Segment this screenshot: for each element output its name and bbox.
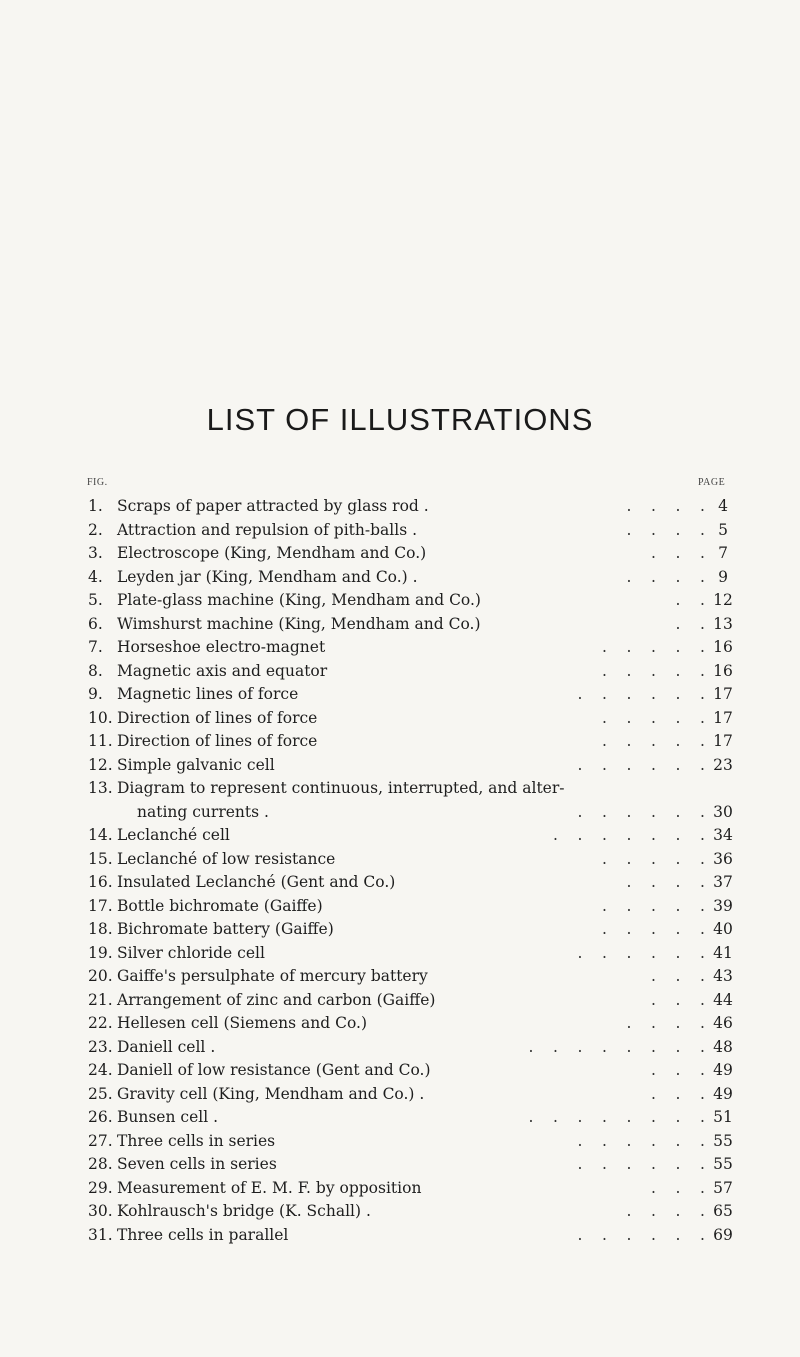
list-item: 2. Attraction and repulsion of pith-balls . . . . . 5 <box>0 519 800 543</box>
list-item: 4. Leyden jar (King, Mendham and Co.) . . . . . 9 <box>0 566 800 590</box>
figure-number: 17. <box>88 896 113 915</box>
figure-number: 29. <box>88 1178 113 1197</box>
list-item: 8. Magnetic axis and equator . . . . . 16 <box>0 660 800 684</box>
list-item: 20. Gaiffe's persulphate of mercury battery . . . 43 <box>0 965 800 989</box>
figure-number: 8. <box>88 661 103 680</box>
list-item: 7. Horseshoe electro-magnet . . . . . 16 <box>0 636 800 660</box>
list-item: 5. Plate-glass machine (King, Mendham and Co.) . . 12 <box>0 589 800 613</box>
figure-number: 4. <box>88 567 103 586</box>
figure-number: 21. <box>88 990 113 1009</box>
figure-caption: Hellesen cell (Siemens and Co.) <box>117 1014 368 1032</box>
page-number: 9 <box>718 567 728 586</box>
figure-caption: Gaiffe's persulphate of mercury battery <box>117 967 428 985</box>
figure-number: 27. <box>88 1131 113 1150</box>
page-number: 17 <box>713 685 733 703</box>
figure-number: 13. <box>88 779 113 797</box>
page-number: 34 <box>713 826 733 844</box>
page-number: 41 <box>713 943 733 962</box>
figure-number: 24. <box>88 1061 113 1079</box>
figure-number: 15. <box>88 849 113 868</box>
figure-caption: Bottle bichromate (Gaiffe) <box>117 896 323 915</box>
figure-caption: Gravity cell (King, Mendham and Co.) . <box>117 1084 425 1103</box>
figure-caption: Three cells in parallel <box>117 1225 289 1244</box>
figure-caption: Leclanché cell <box>117 826 230 844</box>
figure-number: 30. <box>88 1202 113 1220</box>
page-title: LIST OF ILLUSTRATIONS <box>206 402 594 437</box>
list-item: 26. Bunsen cell . . . . . . . . . 51 <box>0 1106 800 1130</box>
figure-caption: Arrangement of zinc and carbon (Gaiffe) <box>117 990 436 1009</box>
list-item: 12. Simple galvanic cell . . . . . . 23 <box>0 754 800 778</box>
list-item: 11. Direction of lines of force . . . . . 17 <box>0 730 800 754</box>
figure-caption: Insulated Leclanché (Gent and Co.) <box>117 873 396 891</box>
figure-caption: Leyden jar (King, Mendham and Co.) . <box>117 567 418 586</box>
figure-caption: Magnetic lines of force <box>117 685 299 703</box>
figure-caption: Direction of lines of force <box>117 708 318 727</box>
list-item: 17. Bottle bichromate (Gaiffe) . . . . . 39 <box>0 895 800 919</box>
list-item: 31. Three cells in parallel . . . . . . 69 <box>0 1224 800 1248</box>
page-number: 57 <box>713 1178 733 1197</box>
list-item: 24. Daniell of low resistance (Gent and Co.) . . . 49 <box>0 1059 800 1083</box>
page-number: 16 <box>713 638 733 656</box>
list-item: 22. Hellesen cell (Siemens and Co.) . . . . 46 <box>0 1012 800 1036</box>
figure-caption: Plate-glass machine (King, Mendham and Co.) <box>117 591 481 609</box>
list-item: nating currents . . . . . . . 30 <box>0 801 800 825</box>
figure-number: 3. <box>88 544 103 562</box>
figure-caption: Kohlrausch's bridge (K. Schall) . <box>117 1202 371 1220</box>
figure-caption: Bichromate battery (Gaiffe) <box>117 920 334 938</box>
page-number: 5 <box>718 520 728 539</box>
page-number: 13 <box>713 614 733 633</box>
page-number: 43 <box>713 967 733 985</box>
figure-number: 19. <box>88 943 113 962</box>
page-number: 17 <box>713 732 733 750</box>
page-number: 12 <box>713 591 733 609</box>
figure-number: 25. <box>88 1084 113 1103</box>
figure-caption: Scraps of paper attracted by glass rod . <box>117 497 429 515</box>
figure-number: 1. <box>88 497 103 515</box>
page-number: 65 <box>713 1202 733 1220</box>
list-item: 21. Arrangement of zinc and carbon (Gaiffe) . . . 44 <box>0 989 800 1013</box>
figure-number: 16. <box>88 873 113 891</box>
list-item: 9. Magnetic lines of force . . . . . . 17 <box>0 683 800 707</box>
figure-caption: Three cells in series <box>117 1131 276 1150</box>
figure-number: 22. <box>88 1014 113 1032</box>
page-number: 7 <box>718 544 728 562</box>
figure-number: 9. <box>88 685 103 703</box>
figure-number: 28. <box>88 1155 113 1173</box>
page-number: 46 <box>713 1014 733 1032</box>
figure-caption: Bunsen cell . <box>117 1108 219 1126</box>
page-number: 55 <box>713 1131 733 1150</box>
page-number: 37 <box>713 873 733 891</box>
figure-caption: Electroscope (King, Mendham and Co.) <box>117 544 427 562</box>
figure-caption: Horseshoe electro-magnet <box>117 638 326 656</box>
figure-number: 20. <box>88 967 113 985</box>
list-item: 25. Gravity cell (King, Mendham and Co.) . . . . 49 <box>0 1083 800 1107</box>
list-item <box>0 777 800 801</box>
page-number: 4 <box>718 497 728 515</box>
list-item: 6. Wimshurst machine (King, Mendham and Co.) . . 13 <box>0 613 800 637</box>
figure-caption: Daniell of low resistance (Gent and Co.) <box>117 1061 431 1079</box>
figure-caption: Attraction and repulsion of pith-balls . <box>117 520 418 539</box>
list-item: 1. Scraps of paper attracted by glass rod . . . . . 4 <box>0 495 800 519</box>
page-number: 49 <box>713 1061 733 1079</box>
list-item: 23. Daniell cell . . . . . . . . . 48 <box>0 1036 800 1060</box>
page-number: 44 <box>713 990 733 1009</box>
list-item: 30. Kohlrausch's bridge (K. Schall) . . . . . 65 <box>0 1200 800 1224</box>
page-number: 36 <box>713 849 733 868</box>
figure-number: 6. <box>88 614 103 633</box>
figure-caption: Silver chloride cell <box>117 943 265 962</box>
page-number: 48 <box>713 1037 733 1056</box>
figure-caption: Magnetic axis and equator <box>117 661 328 680</box>
figure-caption: Diagram to represent continuous, interrupted, and alter- <box>117 779 565 797</box>
page-column-header: PAGE <box>698 477 726 488</box>
figure-number: 5. <box>88 591 103 609</box>
page-number: 23 <box>713 755 733 774</box>
figure-caption: Direction of lines of force <box>117 732 318 750</box>
list-item: 3. Electroscope (King, Mendham and Co.) . . . 7 <box>0 542 800 566</box>
page-number: 55 <box>713 1155 733 1173</box>
figure-number: 23. <box>88 1037 113 1056</box>
page-number: 40 <box>713 920 733 938</box>
figure-number: 10. <box>88 708 113 727</box>
list-item: 10. Direction of lines of force . . . . . 17 <box>0 707 800 731</box>
page-number: 30 <box>713 802 733 821</box>
figure-number: 14. <box>88 826 113 844</box>
figure-caption: Simple galvanic cell <box>117 755 275 774</box>
figure-caption: Wimshurst machine (King, Mendham and Co.) <box>117 614 481 633</box>
list-item: 15. Leclanché of low resistance . . . . . 36 <box>0 848 800 872</box>
figure-caption: Measurement of E. M. F. by opposition <box>117 1178 422 1197</box>
figure-caption: nating currents . <box>137 802 269 821</box>
figure-number: 26. <box>88 1108 113 1126</box>
list-item: 29. Measurement of E. M. F. by opposition . . . 57 <box>0 1177 800 1201</box>
list-item: 28. Seven cells in series . . . . . . 55 <box>0 1153 800 1177</box>
page-number: 16 <box>713 661 733 680</box>
illustrations-list <box>0 495 800 1247</box>
fig-column-header: FIG. <box>87 477 108 488</box>
figure-number: 11. <box>88 732 113 750</box>
figure-caption: Daniell cell . <box>117 1037 216 1056</box>
page-number: 51 <box>713 1108 733 1126</box>
page-number: 69 <box>713 1225 733 1244</box>
page-number: 39 <box>713 896 733 915</box>
figure-number: 18. <box>88 920 113 938</box>
figure-caption: Leclanché of low resistance <box>117 849 336 868</box>
figure-number: 2. <box>88 520 103 539</box>
figure-caption: Seven cells in series <box>117 1155 277 1173</box>
list-item: 18. Bichromate battery (Gaiffe) . . . . . 40 <box>0 918 800 942</box>
list-item: 27. Three cells in series . . . . . . 55 <box>0 1130 800 1154</box>
list-item: 16. Insulated Leclanché (Gent and Co.) . . . . 37 <box>0 871 800 895</box>
figure-number: 7. <box>88 638 103 656</box>
figure-number: 12. <box>88 755 113 774</box>
page-number: 49 <box>713 1084 733 1103</box>
list-item: 14. Leclanché cell . . . . . . . 34 <box>0 824 800 848</box>
list-item: 19. Silver chloride cell . . . . . . 41 <box>0 942 800 966</box>
page-number: 17 <box>713 708 733 727</box>
figure-number: 31. <box>88 1225 113 1244</box>
